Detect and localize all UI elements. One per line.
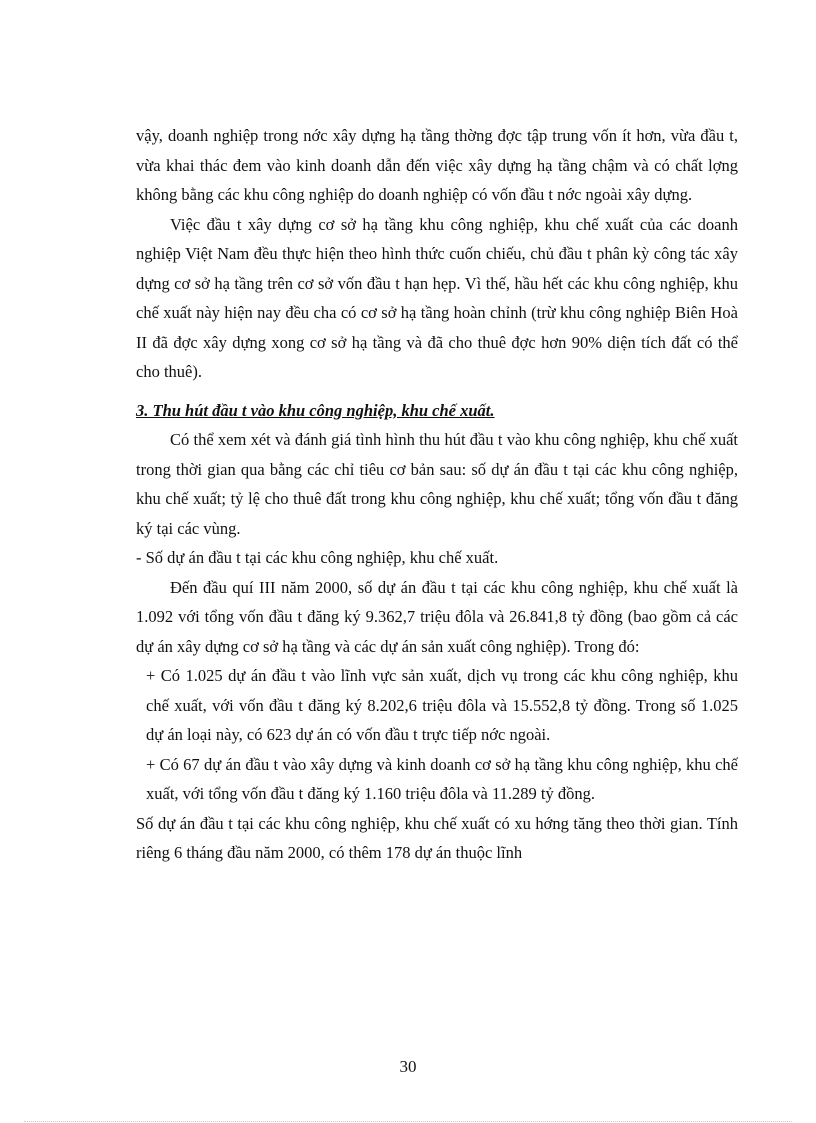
paragraph-projects: Đến đầu quí III năm 2000, số dự án đầu t tại các khu công nghiệp, khu chế xuất là 1.092 với tổng vốn đầu t đăng ký 9.362,7 triệu đôla và 26.841,8 tỷ đồng (bao gồm cả các dự án xây dựng cơ sở hạ tầng và các dự án sản xuất công nghiệp). Trong đó:	[136, 577, 738, 656]
paragraph-continuation: vậy, doanh nghiệp trong nớc xây dựng hạ tầng thờng đợc tập trung vốn ít hơn, vừa đầu t, vừa khai thác đem vào kinh doanh dẫn đến việc xây dựng hạ tầng chậm và có chất lợng không bằng các khu công nghiệp do doanh nghiệp có vốn đầu t nớc ngoài xây dựng.	[136, 126, 738, 204]
bullet-item-production: + Có 1.025 dự án đầu t vào lĩnh vực sản xuất, dịch vụ trong các khu công nghiệp, khu chế xuất, với vốn đầu t đăng ký 8.202,6 triệu đôla và 15.552,8 tỷ đồng. Trong số 1.025 dự án loại này, có 623 dự án có vốn đầu t trực tiếp nớc ngoài.	[146, 666, 738, 744]
section-heading: 3. Thu hút đầu t vào khu công nghiệp, khu chế xuất.	[136, 400, 495, 420]
page-bottom-rule	[24, 1121, 792, 1122]
page-body	[136, 121, 738, 868]
dash-list-item: - Số dự án đầu t tại các khu công nghiệp, khu chế xuất.	[136, 548, 499, 567]
paragraph-intro: Có thể xem xét và đánh giá tình hình thu hút đầu t vào khu công nghiệp, khu chế xuất trong thời gian qua bằng các chỉ tiêu cơ bản sau: số dự án đầu t tại các khu công nghiệp, khu chế xuất; tỷ lệ cho thuê đất trong khu công nghiệp, khu chế xuất; tổng vốn đầu t đăng ký tại các vùng.	[136, 430, 738, 538]
bullet-item-infrastructure: + Có 67 dự án đầu t vào xây dựng và kinh doanh cơ sở hạ tầng khu công nghiệp, khu chế xuất, với tổng vốn đầu t đăng ký 1.160 triệu đôla và 11.289 tỷ đồng.	[146, 754, 738, 803]
paragraph-infrastructure: Việc đầu t xây dựng cơ sở hạ tầng khu công nghiệp, khu chế xuất của các doanh nghiệp Việt Nam đều thực hiện theo hình thức cuốn chiếu, chủ đầu t phân kỳ công tác xây dựng cơ sở hạ tầng trên cơ sở vốn đầu t hạn hẹp. Vì thế, hầu hết các khu công nghiệp, khu chế xuất này hiện nay đều cha có cơ sở hạ tầng hoàn chỉnh (trừ khu công nghiệp Biên Hoà II đã đợc xây dựng xong cơ sở hạ tầng và đã cho thuê đợc hơn 90% diện tích đất có thể cho thuê).	[136, 214, 738, 381]
paragraph-trend: Số dự án đầu t tại các khu công nghiệp, khu chế xuất có xu hớng tăng theo thời gian. Tính riêng 6 tháng đầu năm 2000, có thêm 178 dự án thuộc lĩnh	[136, 813, 738, 862]
page-number: 30	[399, 1057, 417, 1076]
